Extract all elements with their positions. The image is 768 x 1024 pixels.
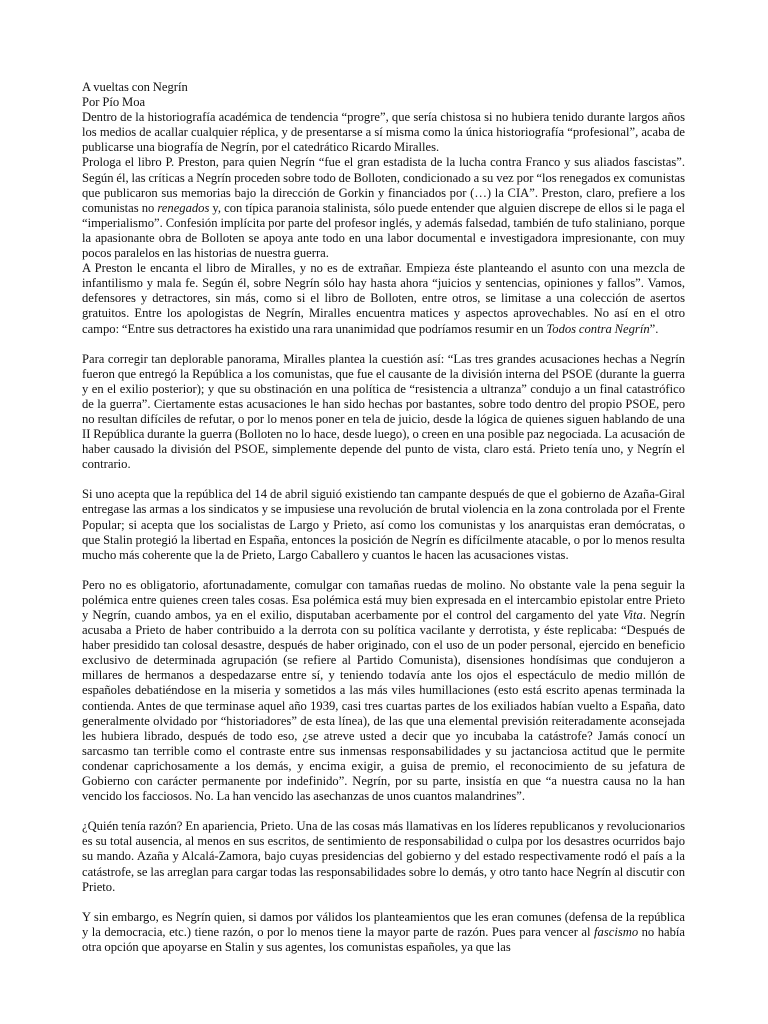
paragraph-3-italic: Todos contra Negrín — [546, 321, 650, 336]
paragraph-5: Si uno acepta que la república del 14 de abril siguió existiendo tan campante después de que el gobierno de Azaña-Giral entregase las armas a los sindicatos y se impusiese una revolución de brutal violencia en la zona controlada por el Frente Popular; si acepta que los socialistas de Largo y Prieto, así como los comunistas y los anarquistas eran demócratas, o que Stalin protegió la libertad en España, entonces la posición de Negrín es difícilmente atacable, o por lo menos resulta mucho más coherente que la de Prieto, Largo Caballero y cuantos le hacen las acusaciones vistas. — [82, 487, 685, 562]
paragraph-2-text-b: y, con típica paranoia stalinista, sólo puede entender que alguien discrepe de ellos si le paga el “imperialismo”. Confesión implícita por parte del profesor inglés, y además falsedad, también de tufo staliniano, porque la apasionante obra de Bolloten se apoya ante todo en una labor documental e investigadora impresionante, con muy pocos paralelos en las historias de nuestra guerra. — [82, 200, 685, 261]
paragraph-7: ¿Quién tenía razón? En apariencia, Prieto. Una de las cosas más llamativas en los líderes republicanos y revolucionarios es su total ausencia, al menos en sus escritos, de sentimiento de responsabilidad o culpa por los desastres ocurridos bajo su mando. Azaña y Alcalá-Zamora, bajo cuyas presidencias del gobierno y del estado respectivamente rodó el país a la catástrofe, se las arreglan para cargar todas las responsabilidades sobre lo demás, y otro tanto hace Negrín al discutir con Prieto. — [82, 819, 685, 894]
paragraph-4: Para corregir tan deplorable panorama, Miralles plantea la cuestión así: “Las tres grandes acusaciones hechas a Negrín fueron que entregó la República a los comunistas, que fue el causante de la división interna del PSOE (durante la guerra y en el exilio posterior); y que su obstinación en una política de “resistencia a ultranza” condujo a un final catastrófico de la guerra”. Ciertamente estas acusaciones le han sido hechas por bastantes, sobre todo dentro del propio PSOE, pero no resultan difíciles de refutar, o por lo menos poner en tela de juicio, desde la lógica de quienes siguen hablando de una II República durante la guerra (Bolloten no lo hace, desde luego), o creen en una posible paz negociada. La acusación de haber causado la división del PSOE, simplemente depende del punto de vista, claro está. Prieto tenía uno, y Negrín el contrario. — [82, 351, 685, 472]
paragraph-8 — [82, 910, 685, 955]
article-title: A vueltas con Negrín — [82, 80, 188, 94]
paragraph-1: Dentro de la historiografía académica de tendencia “progre”, que sería chistosa si no hubiera tenido durante largos años los medios de acallar cualquier réplica, y de presentarse a sí misma como la única historiografía “profesional”, acaba de publicarse una biografía de Negrín, por el catedrático Ricardo Miralles. — [82, 110, 685, 155]
paragraph-6-italic: Vita — [622, 608, 643, 622]
paragraph-6-text-a: Pero no es obligatorio, afortunadamente, comulgar con tamañas ruedas de molino. No obstante vale la pena seguir la polémica entre quienes creen tales cosas. Esa polémica está muy bien expresada en el intercambio epistolar entre Prieto y Negrín, cuando ambos, ya en el exilio, disputaban acerbamente por el control del cargamento del yate — [82, 577, 685, 622]
paragraph-3-text-b: ”. — [649, 321, 659, 336]
paragraph-8-italic: fascismo — [594, 924, 639, 939]
paragraph-6 — [82, 578, 685, 804]
paragraph-2-italic: renegados — [157, 200, 210, 215]
paragraph-2 — [82, 155, 685, 261]
paragraph-8-text-b: no había otra opción que apoyarse en Stalin y sus agentes, los comunistas españoles, ya que las — [82, 924, 685, 954]
paragraph-6-text-b: . Negrín acusaba a Prieto de haber contribuido a la derrota con su política vacilante y derrotista, y éste replicaba: “Después de haber presidido tan colosal desastre, después de haber originado, con el uso de un poder personal, ejercido en beneficio exclusivo de determinada agrupación (se refiere al Partido Comunista), disensiones hondísimas que condujeron a millares de hermanos a despedazarse entre sí, y teniendo todavía ante los ojos el espectáculo de medio millón de españoles debatiéndose en la miseria y sometidos a las más viles humillaciones (esto está escrito apenas terminada la contienda. Antes de que terminase aquel año 1939, casi tres cuartas partes de los exiliados habían vuelto a España, dato generalmente olvidado por “historiadores” de esta línea), de las que una elemental previsión reiteradamente aconsejada les hubiera librado, después de todo eso, ¿se atreve usted a decir que yo incubaba la catástrofe? Jamás conocí un sarcasmo tan terrible como el contraste entre sus inmensas responsabilidades y su jactanciosa actitud que le permite condenar caprichosamente a los demás, y encima exigir, a guisa de premio, el reconocimiento de su jefatura de Gobierno con carácter permanente por indefinido”. Negrín, por su parte, insistía en que “a nuestra causa no la han vencido los facciosos. No. La han vencido las asechanzas de unos cuantos malandrines”. — [82, 608, 686, 804]
article-byline: Por Pío Moa — [82, 95, 146, 110]
paragraph-8-text-a: Y sin embargo, es Negrín quien, si damos por válidos los planteamientos que les eran comunes (defensa de la república y la democracia, etc.) tiene razón, o por lo menos tiene la mayor parte de razón. Pues para vencer al — [82, 909, 685, 939]
paragraph-2-text-a: Prologa el libro P. Preston, para quien Negrín “fue el gran estadista de la lucha contra Franco y sus aliados fascistas”. Según él, las críticas a Negrín proceden sobre todo de Bolloten, condicionado a su vez por “los renegados ex comunistas que publicaron sus memorias bajo la dirección de Gorkin y financiados por (…) la CIA”. Preston, claro, prefiere a los comunistas no — [82, 155, 685, 215]
paragraph-3-text-a: A Preston le encanta el libro de Miralles, y no es de extrañar. Empieza éste planteando el asunto con una mezcla de infantilismo y mala fe. Según él, sobre Negrín sólo hay hasta ahora “juicios y sentencias, opiniones y fallos”. Vamos, defensores y detractores, sin más, como si el libro de Bolloten, entre otros, se limitase a una colección de asertos gratuitos. Entre los apologistas de Negrín, Miralles encuentra matices y aspectos aprovechables. No así en el otro campo: “Entre sus detractores ha existido una rara unanimidad que podríamos resumir en un — [82, 261, 685, 336]
paragraph-3 — [82, 261, 685, 336]
document-page — [82, 80, 685, 955]
